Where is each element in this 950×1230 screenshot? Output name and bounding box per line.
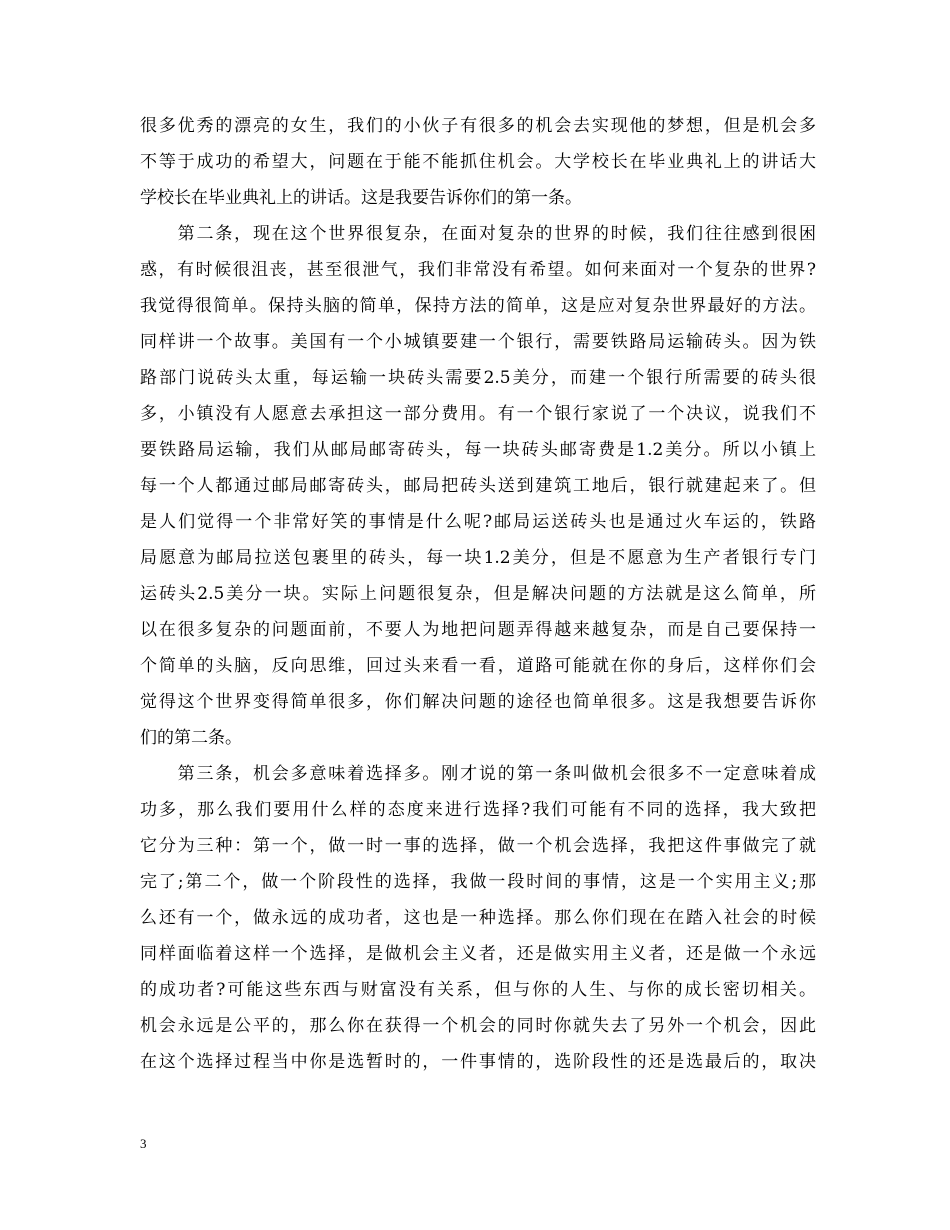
- text-line: 在这个选择过程当中你是选暂时的，一件事情的，选阶段性的还是选最后的，取决: [140, 1052, 816, 1072]
- text-line: 以在很多复杂的问题面前，不要人为地把问题弄得越来越复杂，而是自己要保持一: [140, 620, 816, 640]
- text-line: 每一个人都通过邮局邮寄砖头，邮局把砖头送到建筑工地后，银行就建起来了。但: [140, 476, 816, 496]
- text-line: 觉得这个世界变得简单很多，你们解决问题的途径也简单很多。这是我想要告诉你: [140, 692, 816, 712]
- text-line: 是人们觉得一个非常好笑的事情是什么呢?邮局运送砖头也是通过火车运的，铁路: [140, 512, 816, 532]
- text-line: 个简单的头脑，反向思维，回过头来看一看，道路可能就在你的身后，这样你们会: [140, 656, 816, 676]
- body-text: [140, 108, 816, 1080]
- text-line: 么还有一个，做永远的成功者，这也是一种选择。那么你们现在在踏入社会的时候: [140, 908, 816, 928]
- text-line: 很多优秀的漂亮的女生，我们的小伙子有很多的机会去实现他的梦想，但是机会多: [140, 116, 816, 136]
- text-line: 路部门说砖头太重，每运输一块砖头需要2.5美分，而建一个银行所需要的砖头很: [140, 368, 816, 388]
- text-line: 第三条，机会多意味着选择多。刚才说的第一条叫做机会很多不一定意味着成: [140, 764, 816, 784]
- page-number: 3: [140, 1136, 147, 1151]
- text-line: 同样面临着这样一个选择，是做机会主义者，还是做实用主义者，还是做一个永远: [140, 944, 816, 964]
- text-line: 运砖头2.5美分一块。实际上问题很复杂，但是解决问题的方法就是这么简单，所: [140, 584, 816, 604]
- text-line: 要铁路局运输，我们从邮局邮寄砖头，每一块砖头邮寄费是1.2美分。所以小镇上: [140, 440, 816, 460]
- text-line: 我觉得很简单。保持头脑的简单，保持方法的简单，这是应对复杂世界最好的方法。: [140, 296, 816, 316]
- text-line: 同样讲一个故事。美国有一个小城镇要建一个银行，需要铁路局运输砖头。因为铁: [140, 332, 816, 352]
- text-line: 多，小镇没有人愿意去承担这一部分费用。有一个银行家说了一个决议，说我们不: [140, 404, 816, 424]
- text-line: 不等于成功的希望大，问题在于能不能抓住机会。大学校长在毕业典礼上的讲话大: [140, 152, 816, 172]
- text-line: 们的第二条。: [140, 728, 242, 748]
- text-line: 完了;第二个，做一个阶段性的选择，我做一段时间的事情，这是一个实用主义;那: [140, 872, 816, 892]
- text-line: 机会永远是公平的，那么你在获得一个机会的同时你就失去了另外一个机会，因此: [140, 1016, 816, 1036]
- text-line: 的成功者?可能这些东西与财富没有关系，但与你的人生、与你的成长密切相关。: [140, 980, 816, 1000]
- text-line: 局愿意为邮局拉送包裹里的砖头，每一块1.2美分，但是不愿意为生产者银行专门: [140, 548, 816, 568]
- text-line: 学校长在毕业典礼上的讲话。这是我要告诉你们的第一条。: [140, 188, 582, 208]
- text-line: 它分为三种：第一个，做一时一事的选择，做一个机会选择，我把这件事做完了就: [140, 836, 816, 856]
- text-line: 惑，有时候很沮丧，甚至很泄气，我们非常没有希望。如何来面对一个复杂的世界?: [140, 260, 816, 280]
- text-line: 第二条，现在这个世界很复杂，在面对复杂的世界的时候，我们往往感到很困: [140, 224, 816, 244]
- text-line: 功多，那么我们要用什么样的态度来进行选择?我们可能有不同的选择，我大致把: [140, 800, 816, 820]
